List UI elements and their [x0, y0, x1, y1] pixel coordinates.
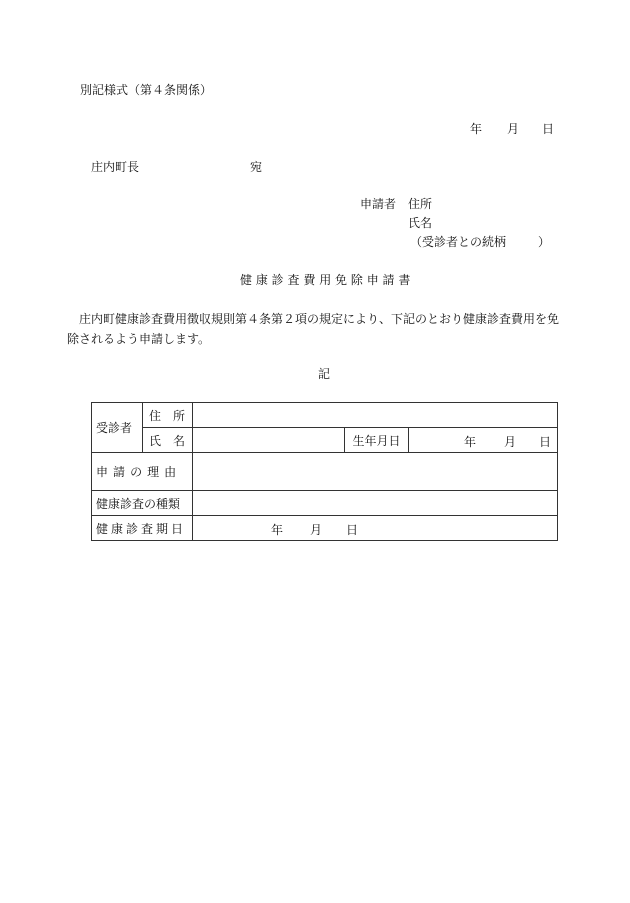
document-title: 健康診査費用免除申請書 — [240, 273, 415, 287]
date-year-label: 年 — [470, 122, 483, 136]
reason-value[interactable] — [193, 453, 558, 491]
birth-month-label: 月 — [504, 435, 517, 449]
exam-month-label: 月 — [310, 523, 323, 537]
addressee-suffix: 宛 — [250, 160, 263, 174]
reason-label: 申請の理由 — [92, 453, 193, 491]
table-row — [92, 403, 558, 428]
table-row — [92, 516, 558, 541]
name-label: 氏 名 — [143, 428, 193, 453]
exam-type-label: 健康診査の種類 — [92, 491, 193, 516]
applicant-name-label: 氏名 — [408, 216, 433, 230]
table-row — [92, 453, 558, 491]
applicant-label: 申請者 — [360, 197, 397, 211]
exam-day-label: 日 — [346, 523, 359, 537]
exam-year-label: 年 — [271, 523, 284, 537]
examinee-label: 受診者 — [92, 403, 143, 453]
applicant-relation-close: ） — [538, 235, 551, 249]
birthdate-value[interactable] — [409, 428, 558, 453]
date-month-label: 月 — [507, 122, 520, 136]
body-text: 庄内町健康診査費用徴収規則第４条第２項の規定により、下記のとおり健康診査費用を免除されるよう申請します。 — [67, 312, 560, 346]
application-table — [91, 402, 558, 541]
exam-date-label: 健康診査期日 — [92, 516, 193, 541]
address-label: 住 所 — [143, 403, 193, 428]
exam-date-value[interactable] — [193, 516, 558, 541]
exam-type-value[interactable] — [193, 491, 558, 516]
applicant-relation-label: （受診者との続柄 — [410, 235, 507, 249]
birth-year-label: 年 — [464, 435, 477, 449]
birthdate-label: 生年月日 — [345, 428, 409, 453]
form-label: 別記様式（第４条関係） — [80, 83, 213, 97]
table-row — [92, 491, 558, 516]
birth-day-label: 日 — [539, 435, 552, 449]
addressee-name: 庄内町長 — [91, 160, 140, 174]
name-value[interactable] — [193, 428, 345, 453]
table-row — [92, 428, 558, 453]
applicant-address-label: 住所 — [408, 197, 433, 211]
address-value[interactable] — [193, 403, 558, 428]
ki-label: 記 — [318, 367, 331, 381]
date-day-label: 日 — [542, 122, 555, 136]
